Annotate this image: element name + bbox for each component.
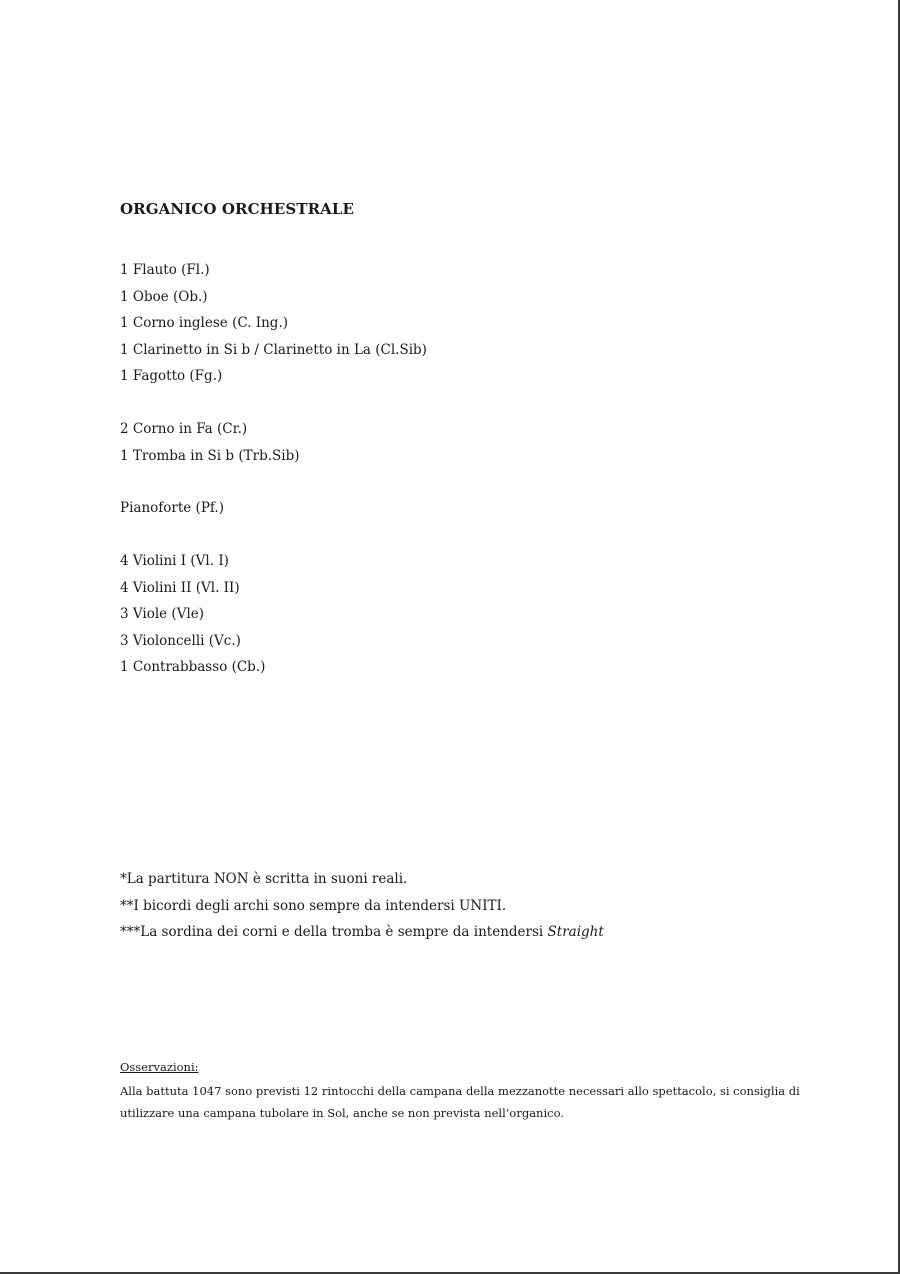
instrument-item: 4 Violini I (Vl. I) xyxy=(120,553,229,569)
brass-list xyxy=(120,416,299,469)
instrument-item: 1 Fagotto (Fg.) xyxy=(120,368,223,384)
score-notes xyxy=(120,866,604,946)
observations-heading: Osservazioni: xyxy=(120,1060,199,1074)
document-title: ORGANICO ORCHESTRALE xyxy=(120,200,355,218)
note-italic-term: Straight xyxy=(547,924,604,940)
instrument-item: Pianoforte (Pf.) xyxy=(120,500,224,516)
strings-list xyxy=(120,548,265,681)
instrument-item: 3 Viole (Vle) xyxy=(120,606,205,622)
instrument-item: 3 Violoncelli (Vc.) xyxy=(120,632,241,649)
note-item: *La partitura NON è scritta in suoni reali. xyxy=(120,871,408,887)
note-item xyxy=(120,919,604,946)
note-item: **I bicordi degli archi sono sempre da intendersi UNITI. xyxy=(120,897,507,914)
keyboard-list xyxy=(120,495,224,522)
instrument-item: 1 Tromba in Si b (Trb.Sib) xyxy=(120,447,300,464)
instrument-item: 4 Violini II (Vl. II) xyxy=(120,579,240,596)
instrument-item: 2 Corno in Fa (Cr.) xyxy=(120,421,248,437)
instrument-item: 1 Corno inglese (C. Ing.) xyxy=(120,315,288,331)
observations-text: Alla battuta 1047 sono previsti 12 rintocchi della campana della mezzanotte necessari allo spettacolo, si consiglia di utilizzare una campana tubolare in Sol, anche se non prevista nell’organico. xyxy=(120,1084,800,1120)
observations-section xyxy=(120,1058,810,1124)
instrument-item: 1 Contrabbasso (Cb.) xyxy=(120,659,266,675)
note-text: ***La sordina dei corni e della tromba è sempre da intendersi xyxy=(120,924,548,940)
instrument-item: 1 Flauto (Fl.) xyxy=(120,262,210,278)
instrument-item: 1 Oboe (Ob.) xyxy=(120,288,208,305)
woodwinds-list xyxy=(120,257,427,390)
instrument-item: 1 Clarinetto in Si b / Clarinetto in La (Cl.Sib) xyxy=(120,341,427,358)
